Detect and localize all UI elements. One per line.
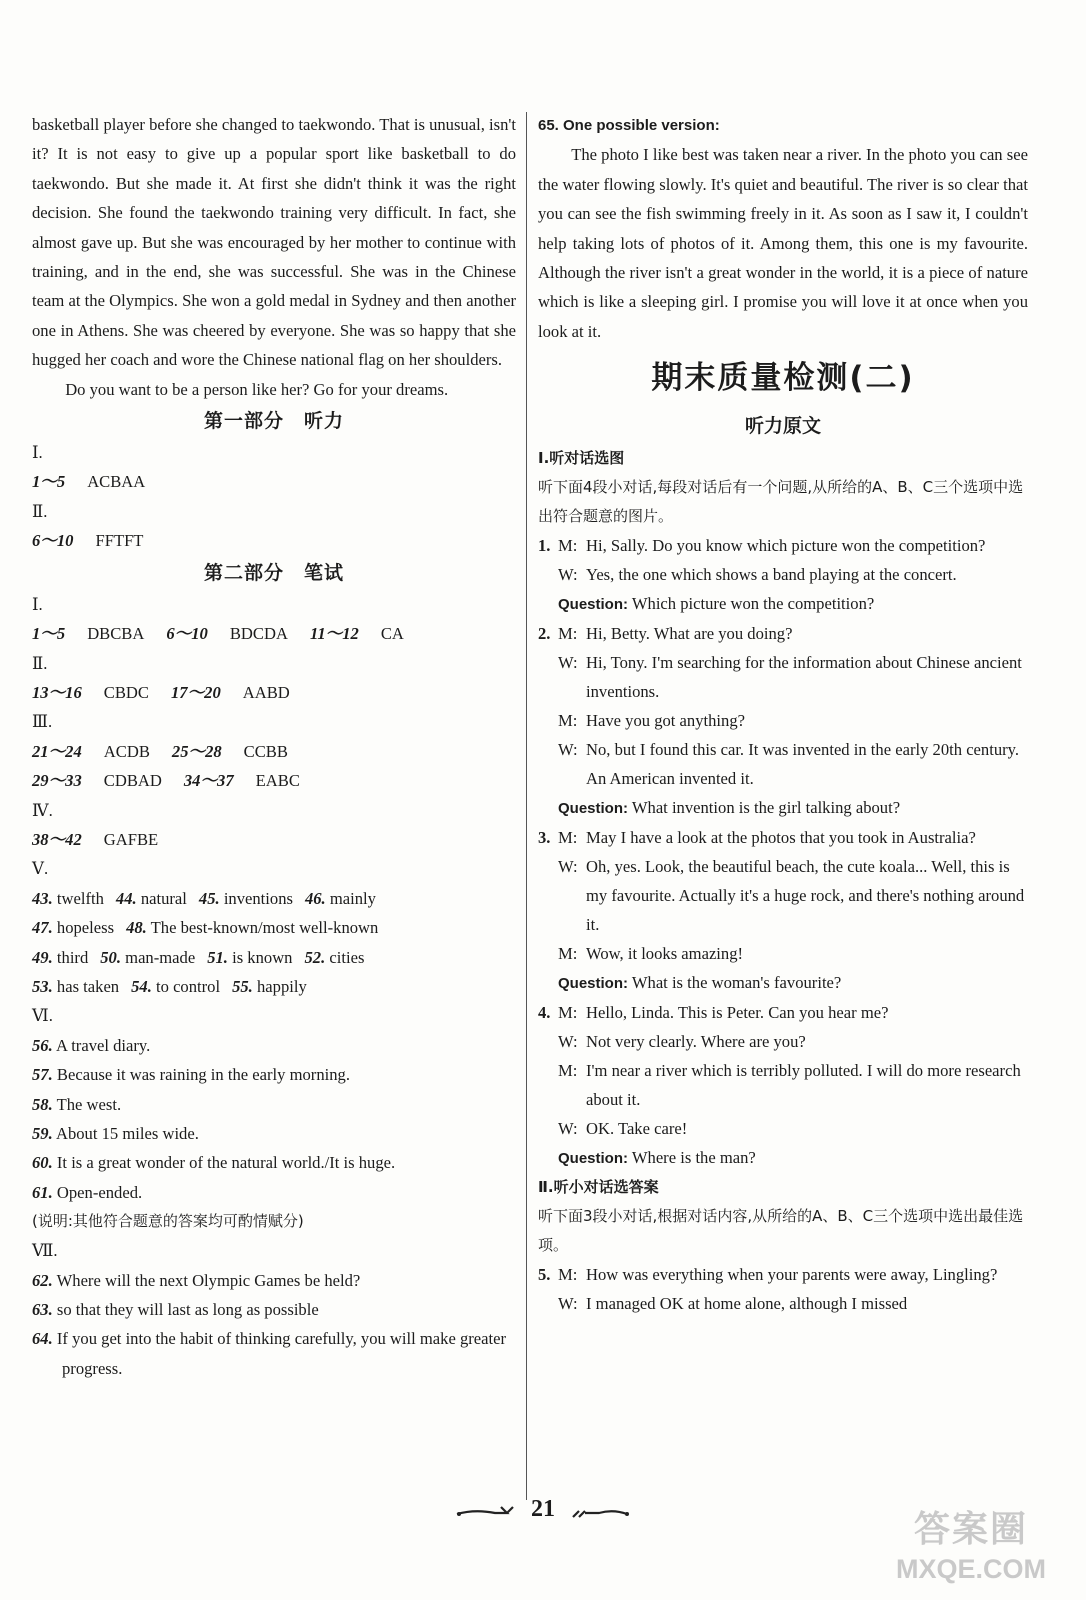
listening-title: 听力原文 xyxy=(744,415,821,438)
q65-label: 65. One possible version: xyxy=(538,117,720,134)
answer-row: 64. If you get into the habit of thinking carefully, you will make greater progress. xyxy=(32,1329,507,1378)
dialogue-question: Question: What invention is the girl talking about? xyxy=(558,798,901,818)
dialogue-question: Question: Where is the man? xyxy=(558,1148,756,1168)
answer-row: 63. so that they will last as long as possible xyxy=(32,1300,319,1320)
dialogue-line: 3. M: May I have a look at the photos that you took in Australia? xyxy=(538,828,976,848)
dialogue-line: W: Yes, the one which shows a band playing at the concert. xyxy=(558,565,957,585)
dialogue-line: 1. M: Hi, Sally. Do you know which picture won the competition? xyxy=(538,536,986,556)
section-label: Ⅱ. xyxy=(32,501,48,521)
section-instructions: 听下面3段小对话,根据对话内容,从所给的A、B、C三个选项中选出最佳选项。 xyxy=(538,1207,1024,1255)
answer-row: 1～5 ACBAA xyxy=(32,472,146,492)
dialogue-line: 5. M: How was everything when your parents were away, Lingling? xyxy=(538,1265,998,1285)
section-heading: Ⅱ.听小对话选答案 xyxy=(538,1178,659,1197)
left-column xyxy=(32,110,516,1383)
watermark-logo: 答案圈 xyxy=(913,1509,1028,1550)
essay-paragraph: Do you want to be a person like her? Go for your dreams. xyxy=(65,379,449,399)
section-label: Ⅶ. xyxy=(32,1241,58,1261)
section-label: Ⅳ. xyxy=(32,800,53,820)
left-ornament-icon xyxy=(455,1505,517,1519)
dialogue-line: M: Have you got anything? xyxy=(558,711,745,731)
dialogue-line: M: I'm near a river which is terribly polluted. I will do more research about it. xyxy=(558,1061,1021,1110)
dialogue-line: 2. M: Hi, Betty. What are you doing? xyxy=(538,624,793,644)
section-heading: Ⅰ.听对话选图 xyxy=(538,449,625,468)
answer-row: 6～10 FFTFT xyxy=(32,531,144,551)
answer-row: 21～24 ACDB 25～28 CCBB xyxy=(32,741,288,761)
answer-row: 58. The west. xyxy=(32,1094,122,1114)
answer-row: 59. About 15 miles wide. xyxy=(32,1124,199,1143)
dialogue-line: W: OK. Take care! xyxy=(558,1119,688,1139)
scoring-note: (说明:其他符合题意的答案均可酌情赋分) xyxy=(32,1212,304,1231)
section-label: Ⅴ. xyxy=(32,859,49,879)
right-ornament-icon xyxy=(569,1505,631,1519)
right-column xyxy=(538,110,1028,1318)
dialogue-line: W: I managed OK at home alone, although I missed xyxy=(558,1294,908,1314)
part1-title: 第一部分 听力 xyxy=(203,410,344,433)
part2-title: 第二部分 笔试 xyxy=(203,561,344,584)
dialogue-line: W: Not very clearly. Where are you? xyxy=(558,1032,806,1052)
section-label: Ⅰ. xyxy=(32,443,43,463)
dialogue-line: W: Oh, yes. Look, the beautiful beach, the cute koala... Well, this is my favourite. Actually it's a huge rock, and there's nothing around it. xyxy=(558,857,1025,935)
dialogue-line: W: No, but I found this car. It was invented in the early 20th century. An American invented it. xyxy=(558,740,1020,789)
answer-row: 56. A travel diary. xyxy=(32,1035,151,1055)
answer-row: 38～42 GAFBE xyxy=(32,829,159,849)
section-label: Ⅲ. xyxy=(32,712,53,732)
answer-row: 49. third 50. man-made 51. is known 52. cities xyxy=(32,947,365,967)
answer-row: 60. It is a great wonder of the natural world./It is huge. xyxy=(32,1153,396,1173)
dialogue-line: W: Hi, Tony. I'm searching for the information about Chinese ancient inventions. xyxy=(558,653,1022,702)
dialogue-line: M: Wow, it looks amazing! xyxy=(558,944,744,964)
answer-row: 1～5 DBCBA 6～10 BDCDA 11～12 CA xyxy=(32,624,404,644)
section-instructions: 听下面4段小对话,每段对话后有一个问题,从所给的A、B、C三个选项中选出符合题意的图片。 xyxy=(538,478,1024,526)
answer-row: 57. Because it was raining in the early morning. xyxy=(32,1065,350,1085)
essay-paragraph: basketball player before she changed to taekwondo. That is unusual, isn't it? It is not easy to give up a popular sport like basketball to do taekwondo. But she made it. At first she didn't think it was the right decision. She found the taekwondo training very difficult. In fact, she almost gave up. But she was encouraged by her mother to continue with training, and in the end, she was successful. She was in the Chinese team at the Olympics. She won a gold medal in Sydney and then another one in Athens. She was cheered by everyone. She was so happy that she hugged her coach and wore the Chinese national flag on her shoulders. xyxy=(32,115,516,370)
answer-row: 61. Open-ended. xyxy=(32,1182,143,1202)
exam-title: 期末质量检测(二) xyxy=(651,360,915,397)
page-number: 21 xyxy=(531,1496,555,1522)
watermark xyxy=(870,1508,1072,1586)
watermark-url: MXQE.COM xyxy=(895,1554,1046,1584)
section-label: Ⅵ. xyxy=(32,1006,53,1026)
answer-row: 53. has taken 54. to control 55. happily xyxy=(32,976,307,996)
section-label: Ⅰ. xyxy=(32,594,43,614)
answer-row: 29～33 CDBAD 34～37 EABC xyxy=(32,771,300,791)
column-divider xyxy=(526,112,527,1500)
dialogue-question: Question: What is the woman's favourite? xyxy=(558,973,842,993)
dialogue-question: Question: Which picture won the competition? xyxy=(558,594,875,614)
answer-row: 43. twelfth 44. natural 45. inventions 46. mainly xyxy=(32,888,376,908)
answer-row: 13～16 CBDC 17～20 AABD xyxy=(32,682,290,702)
answer-row: 62. Where will the next Olympic Games be held? xyxy=(32,1270,361,1290)
dialogue-line: 4. M: Hello, Linda. This is Peter. Can you hear me? xyxy=(538,1003,889,1023)
section-label: Ⅱ. xyxy=(32,653,48,673)
sample-essay: The photo I like best was taken near a river. In the photo you can see the water flowing slowly. It's quiet and beautiful. The river is so clear that you can see the fish swimming freely in it. As soon as I saw it, I couldn't help taking lots of photos of it. Among them, this one is my favourite. Although the river isn't a great wonder in the world, it is a piece of nature which is like a sleeping girl. I promise you will love it at once when you look at it. xyxy=(538,145,1028,341)
answer-row: 47. hopeless 48. The best-known/most well-known xyxy=(32,918,379,938)
